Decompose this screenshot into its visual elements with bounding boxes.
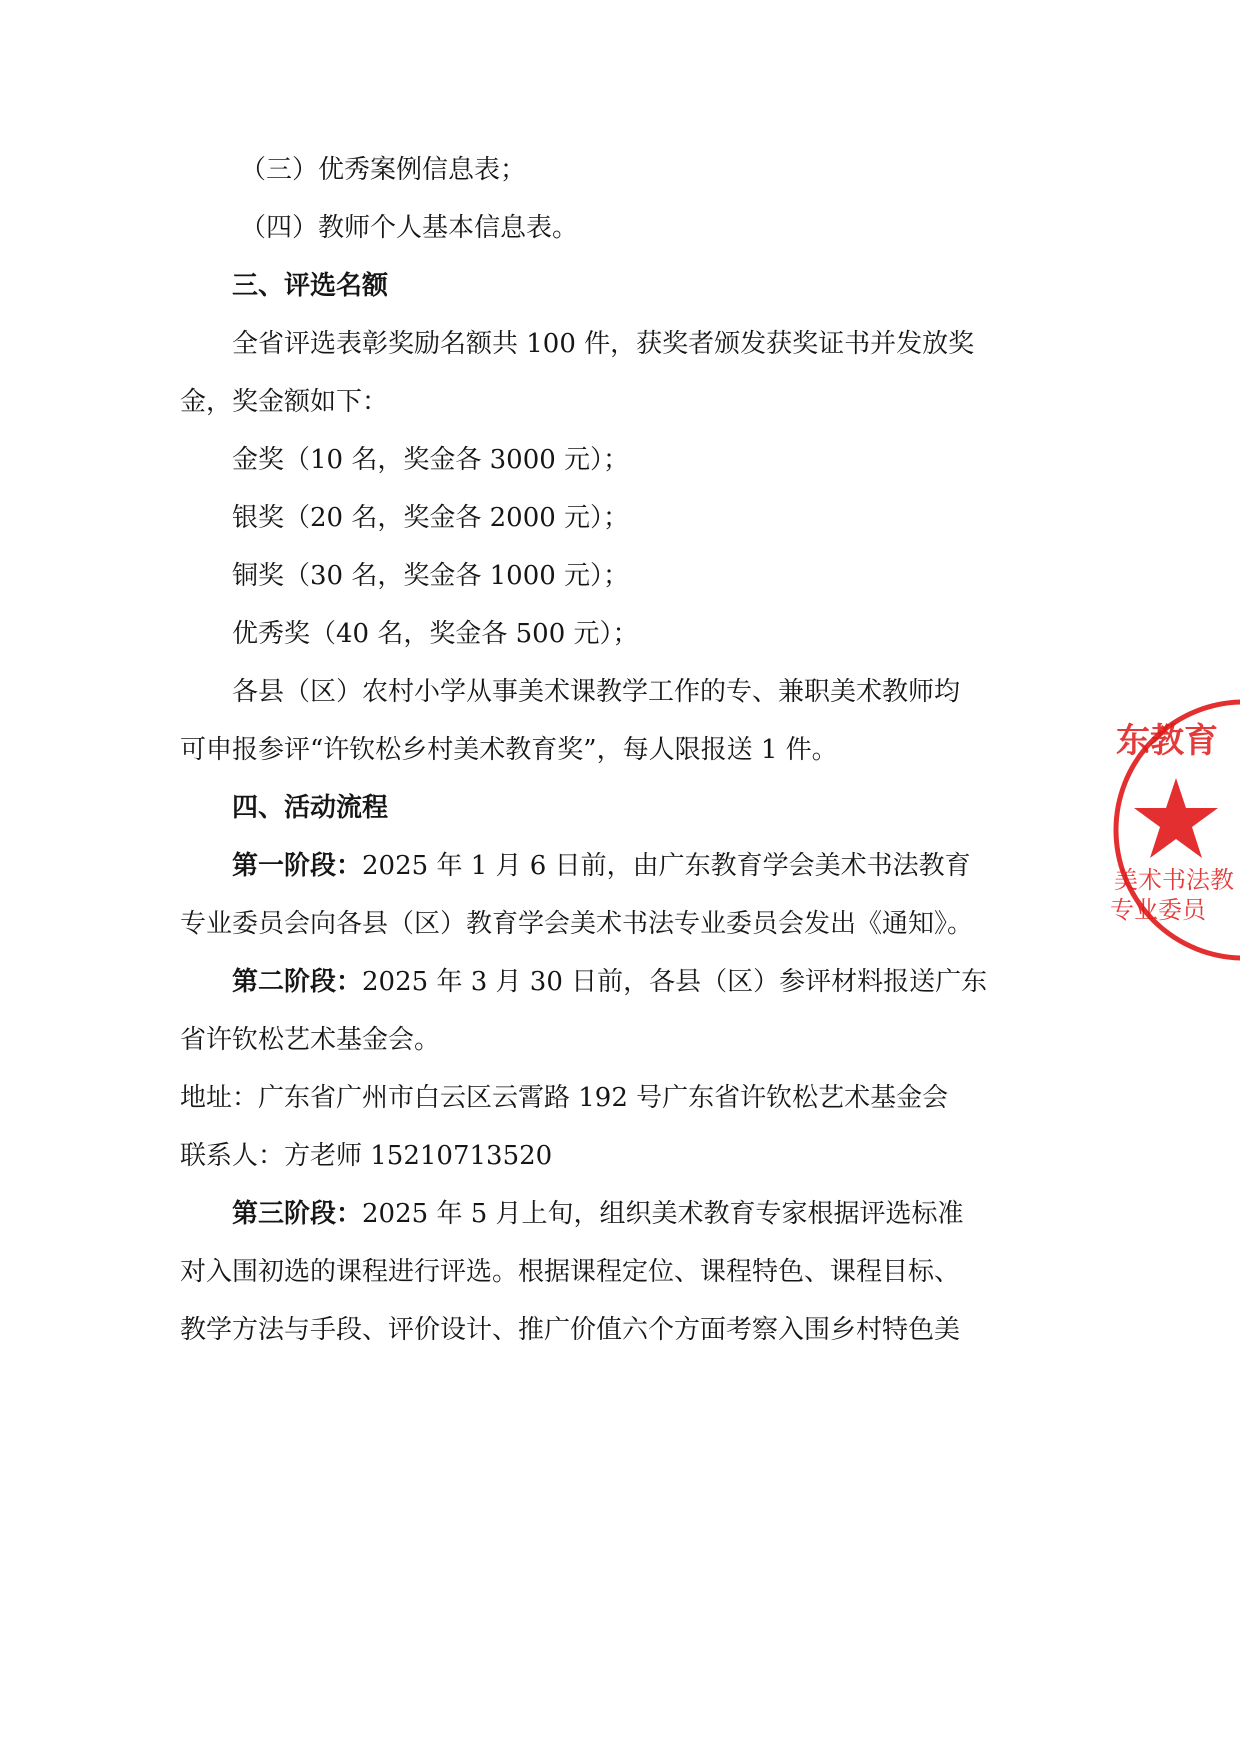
official-seal [1108, 690, 1240, 972]
stage-2-text: 2025 年 3 月 30 日前，各县（区）参评材料报送广东 [362, 967, 988, 997]
seal-star-icon [1134, 778, 1218, 858]
award-excellent: 优秀奖（40 名，奖金各 500 元）； [232, 619, 639, 649]
address-line: 地址：广东省广州市白云区云霄路 192 号广东省许钦松艺术基金会 [180, 1083, 949, 1113]
quota-paragraph-line-2: 金，奖金额如下： [180, 387, 389, 417]
stage-1-text: 2025 年 1 月 6 日前，由广东教育学会美术书法教育 [362, 851, 971, 881]
seal-text-bottom: 专业委员 [1110, 896, 1206, 924]
stage-3-text: 2025 年 5 月上旬，组织美术教育专家根据评选标准 [362, 1199, 964, 1229]
award-gold: 金奖（10 名，奖金各 3000 元）； [232, 445, 630, 475]
stage-3-line-3: 教学方法与手段、评价设计、推广价值六个方面考察入围乡村特色美 [180, 1315, 961, 1345]
list-item-3: （三）优秀案例信息表； [240, 155, 527, 185]
seal-text-middle: 美术书法教 [1114, 866, 1234, 894]
award-silver: 银奖（20 名，奖金各 2000 元）； [232, 503, 630, 533]
stage-3-label: 第三阶段： [232, 1199, 363, 1229]
contact-line: 联系人：方老师 15210713520 [180, 1141, 553, 1171]
award-bronze: 铜奖（30 名，奖金各 1000 元）； [232, 561, 630, 591]
stage-1-label: 第一阶段： [232, 851, 363, 881]
section-heading-quota: 三、评选名额 [232, 271, 389, 301]
stage-1-line-2: 专业委员会向各县（区）教育学会美术书法专业委员会发出《通知》。 [180, 909, 974, 939]
stage-1-line-1 [232, 846, 971, 886]
stage-2-line-2: 省许钦松艺术基金会。 [180, 1025, 441, 1055]
stage-3-line-1 [232, 1194, 964, 1234]
eligibility-line-2: 可申报参评“许钦松乡村美术教育奖”，每人限报送 1 件。 [180, 735, 838, 765]
stage-2-line-1 [232, 962, 987, 1002]
seal-text-top: 东教育 [1116, 721, 1218, 761]
eligibility-line-1: 各县（区）农村小学从事美术课教学工作的专、兼职美术教师均 [232, 677, 961, 707]
quota-paragraph-line-1: 全省评选表彰奖励名额共 100 件，获奖者颁发获奖证书并发放奖 [232, 329, 975, 359]
stage-3-line-2: 对入围初选的课程进行评选。根据课程定位、课程特色、课程目标、 [180, 1257, 961, 1287]
list-item-4: （四）教师个人基本信息表。 [240, 213, 579, 243]
stage-2-label: 第二阶段： [232, 967, 363, 997]
section-heading-process: 四、活动流程 [232, 793, 389, 823]
